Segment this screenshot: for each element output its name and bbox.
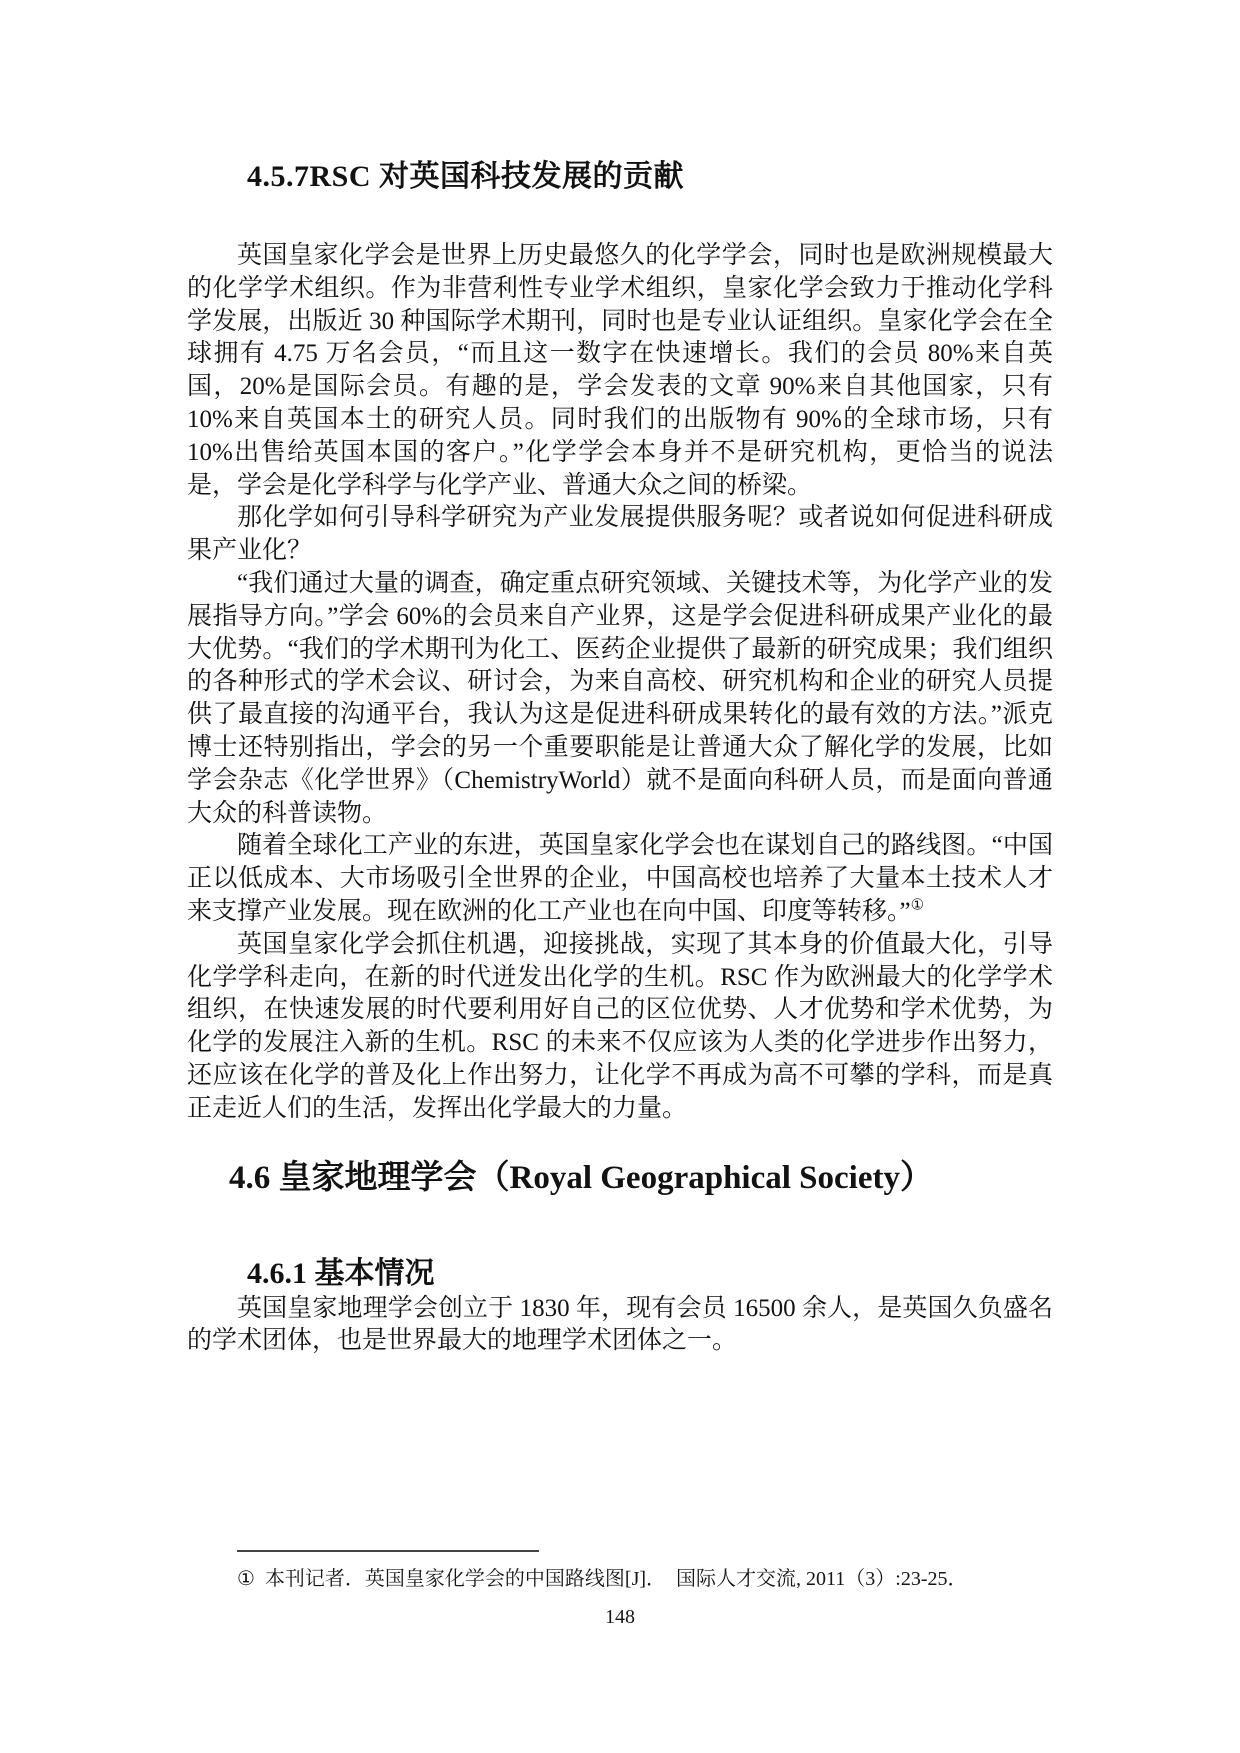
footnote-reference-marker: ① (910, 897, 925, 914)
footnote-text: 本刊记者．英国皇家化学会的中国路线图[J]． 国际人才交流, 2011（3）:23-25． (264, 1568, 968, 1590)
page-number: 148 (605, 1606, 635, 1628)
paragraph-china-roadmap (187, 830, 1053, 928)
section-heading-4-6: 4.6 皇家地理学会（Royal Geographical Society） (229, 1159, 933, 1196)
footnote-area (237, 1550, 1103, 1592)
paragraph-rsc-future: 英国皇家化学会抓住机遇，迎接挑战，实现了其本身的价值最大化，引导化学学科走向，在新的时代迸发出化学的生机。RSC 作为欧洲最大的化学学术组织，在快速发展的时代要利用好自己的区位优势、人才优势和学术优势，为化学的发展注入新的生机。RSC 的未来不仅应该为人类的化学进步作出努力，还应该在化学的普及化上作出努力，让化学不再成为高不可攀的学科，而是真正走近人们的生活，发挥出化学最大的力量。 (187, 930, 1053, 1122)
footnote-marker: ① (237, 1568, 255, 1590)
footnote (237, 1566, 1103, 1592)
paragraph-china-roadmap-text: 随着全球化工产业的东进，英国皇家化学会也在谋划自己的路线图。“中国正以低成本、大市场吸引全世界的企业，中国高校也培养了大量本土技术人才来支撑产业发展。现在欧洲的化工产业也在向中国、印度等转移。” (187, 832, 1053, 925)
section-body-rsc (187, 240, 1053, 1358)
paragraph-industry-service: “我们通过大量的调查，确定重点研究领域、关键技术等，为化学产业的发展指导方向。”学会 60%的会员来自产业界，这是学会促进科研成果产业化的最大优势。“我们的学术期刊为化工、医药企业提供了最新的研究成果；我们组织的各种形式的学术会议、研讨会，为来自高校、研究机构和企业的研究人员提供了最直接的沟通平台，我认为这是促进科研成果转化的最有效的方法。”派克博士还特别指出，学会的另一个重要职能是让普通大众了解化学的发展，比如学会杂志《化学世界》（ChemistryWorld）就不是面向科研人员，而是面向普通大众的科普读物。 (187, 569, 1053, 827)
page-content (187, 158, 1053, 1358)
paragraph-rgs-basic: 英国皇家地理学会创立于 1830 年，现有会员 16500 余人，是英国久负盛名的学术团体，也是世界最大的地理学术团体之一。 (187, 1294, 1053, 1355)
paragraph-rsc-overview: 英国皇家化学会是世界上历史最悠久的化学学会，同时也是欧洲规模最大的化学学术组织。作为非营利性专业学术组织，皇家化学会致力于推动化学科学发展，出版近 30 种国际学术期刊，同时也是专业认证组织。皇家化学会在全球拥有 4.75 万名会员，“而且这一数字在快速增长。我们的会员 80%来自英国，20%是国际会员。有趣的是，学会发表的文章 90%来自其他国家，只有 10%来自英国本土的研究人员。同时我们的出版物有 90%的全球市场，只有 10%出售给英国本国的客户。”化学学会本身并不是研究机构，更恰当的说法是，学会是化学科学与化学产业、普通大众之间的桥梁。 (187, 242, 1053, 499)
paragraph-question: 那化学如何引导科学研究为产业发展提供服务呢？或者说如何促进科研成果产业化？ (187, 504, 1053, 565)
section-heading-4-6-1: 4.6.1 基本情况 (247, 1256, 435, 1290)
footnote-separator-line (237, 1550, 539, 1552)
section-heading-4-5-7: 4.5.7RSC 对英国科技发展的贡献 (247, 160, 685, 193)
